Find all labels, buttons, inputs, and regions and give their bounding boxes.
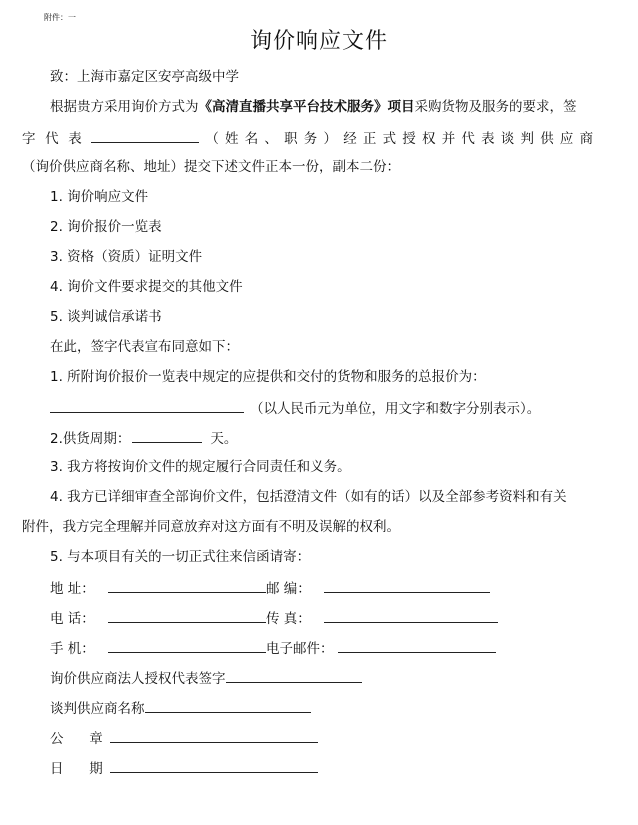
document-item: 5. 谈判诚信承诺书 [50, 309, 162, 325]
contact-row-phone [50, 608, 498, 628]
rep-signature-label: 询价供应商法人授权代表签字 [50, 671, 226, 687]
attachment-label: 附件：一 [44, 13, 76, 22]
seal-label: 公 章 [50, 731, 103, 747]
supplier-name-blank[interactable] [145, 698, 311, 713]
addressee: 致：上海市嘉定区安亭高级中学 [50, 69, 239, 85]
rep-signature-blank[interactable] [226, 668, 362, 683]
page-title: 询价响应文件 [249, 29, 388, 54]
seal-blank[interactable] [110, 728, 318, 743]
clause-3: 3. 我方将按询价文件的规定履行合同责任和义务。 [50, 459, 351, 475]
supplier-name-label: 谈判供应商名称 [50, 701, 145, 717]
clause-1-amount [50, 398, 540, 418]
document-item: 4. 询价文件要求提交的其他文件 [50, 279, 243, 295]
intro-line-1 [50, 98, 577, 116]
clause-2-suffix: 天。 [210, 431, 238, 447]
document-item: 1. 询价响应文件 [50, 189, 149, 205]
seal-row [50, 728, 318, 748]
postcode-label: 邮 编： [266, 581, 311, 597]
date-blank[interactable] [110, 758, 318, 773]
date-label: 日 期 [50, 761, 103, 777]
contact-row-address [50, 578, 490, 598]
phone-blank[interactable] [108, 608, 266, 623]
document-item: 3. 资格（资质）证明文件 [50, 249, 203, 265]
document-item: 2. 询价报价一览表 [50, 219, 162, 235]
clause-5: 5. 与本项目有关的一切正式往来信函请寄： [50, 549, 311, 565]
fax-blank[interactable] [324, 608, 498, 623]
signatory-blank[interactable] [91, 128, 199, 143]
intro-prefix: 根据贵方采用询价方式为 [50, 99, 199, 115]
mobile-label: 手 机： [50, 641, 95, 657]
address-label: 地 址： [50, 581, 95, 597]
date-row [50, 758, 318, 778]
intro-suffix: 采购货物及服务的要求，签 [414, 99, 577, 115]
clause-1: 1. 所附询价报价一览表中规定的应提供和交付的货物和服务的总报价为： [50, 369, 486, 385]
clause-2-prefix: 2.供货周期： [50, 431, 131, 447]
supplier-name-row [50, 698, 311, 718]
declaration-intro: 在此，签字代表宣布同意如下： [50, 339, 239, 355]
contact-row-mobile [50, 638, 496, 658]
phone-label: 电 话： [50, 611, 95, 627]
email-label: 电子邮件： [266, 641, 334, 657]
intro-line2-start: 字代表 [22, 131, 92, 147]
clause-4-line-1: 4. 我方已详细审查全部询价文件，包括澄清文件（如有的话）以及全部参考资料和有关 [50, 489, 567, 505]
intro-line-2 [22, 128, 599, 148]
clause-1-note: （以人民币元为单位，用文字和数字分别表示）。 [250, 401, 541, 417]
delivery-period-blank[interactable] [132, 428, 202, 443]
intro-line2-end: （姓名、职务）经正式授权并代表谈判供应商 [205, 131, 600, 147]
project-name: 《高清直播共享平台技术服务》项目 [198, 99, 415, 115]
postcode-blank[interactable] [324, 578, 490, 593]
intro-line-3: （询价供应商名称、地址）提交下述文件正本一份，副本二份： [22, 159, 400, 175]
total-price-blank[interactable] [50, 398, 244, 413]
mobile-blank[interactable] [108, 638, 266, 653]
address-blank[interactable] [108, 578, 266, 593]
email-blank[interactable] [338, 638, 496, 653]
clause-2 [50, 428, 237, 448]
rep-signature-row [50, 668, 362, 688]
fax-label: 传 真： [266, 611, 311, 627]
clause-4-line-2: 附件，我方完全理解并同意放弃对这方面有不明及误解的权利。 [22, 519, 400, 535]
